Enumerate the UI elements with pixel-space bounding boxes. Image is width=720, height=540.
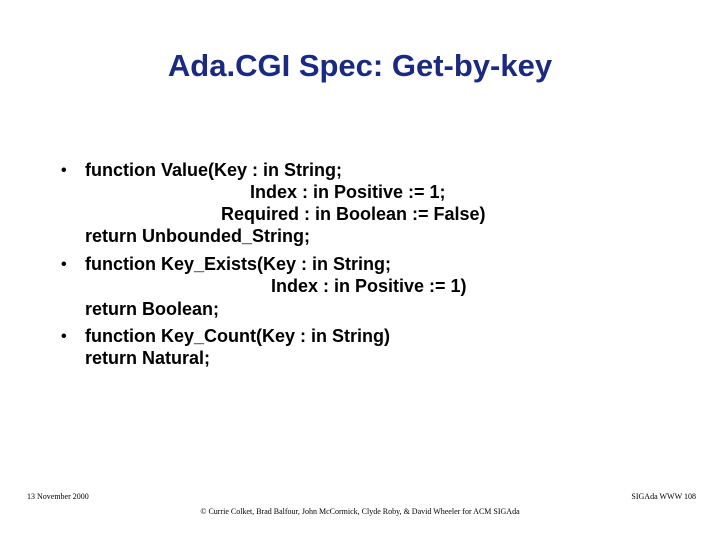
bullet-marker: • <box>61 256 67 273</box>
bullet-marker: • <box>61 328 67 345</box>
code-line: return Natural; <box>85 348 211 368</box>
code-line: function Value(Key : in String; <box>85 160 343 180</box>
footer-page-number: SIGAda WWW 108 <box>631 492 696 501</box>
code-line: return Boolean; <box>85 299 220 319</box>
slide-title: Ada.CGI Spec: Get-by-key <box>167 48 553 83</box>
code-line: function Key_Count(Key : in String) <box>85 326 390 346</box>
code-line: function Key_Exists(Key : in String; <box>85 254 392 274</box>
code-line: return Unbounded_String; <box>85 226 310 246</box>
bullet-marker: • <box>61 162 67 179</box>
code-line: Index : in Positive := 1; <box>250 182 446 202</box>
code-line: Index : in Positive := 1) <box>271 276 467 296</box>
code-line: Required : in Boolean := False) <box>221 204 486 224</box>
footer-copyright: © Currie Colket, Brad Balfour, John McCormick, Clyde Roby, & David Wheeler for ACM SIGAda <box>200 507 520 516</box>
footer-date: 13 November 2000 <box>27 492 89 501</box>
